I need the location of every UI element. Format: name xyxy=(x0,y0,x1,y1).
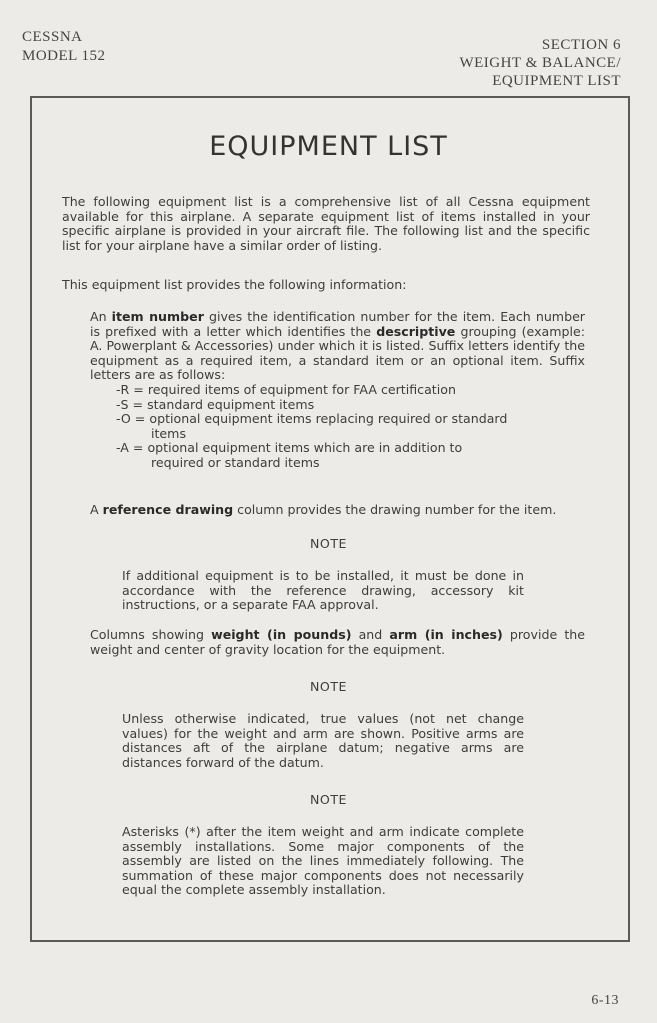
note-body: Asterisks (*) after the item weight and arm indicate complete assembly installations. Some major components of the assembly are listed on the lines immediately following. The summation of these major components does not necessarily equal the complete assembly installation. xyxy=(122,824,524,898)
columns-text-pre: Columns showing xyxy=(90,627,212,642)
suffix-code: -A = xyxy=(116,440,144,456)
columns-text-mid: and xyxy=(351,627,390,642)
suffix-text-continued: required or standard items xyxy=(151,454,320,470)
item-number-term: item number xyxy=(111,309,204,324)
suffix-text-continued: items xyxy=(151,425,187,441)
suffix-text: required items of equipment for FAA certification xyxy=(147,381,456,397)
arm-term: arm (in inches) xyxy=(389,627,503,642)
item-number-text-pre: An xyxy=(90,309,112,324)
intro-paragraph: The following equipment list is a comprehensive list of all Cessna equipment available for this airplane. A separate equipment list of items installed in your specific airplane is provided in your aircraft file. The following list and the specific list for your airplane have a similar order of listing. xyxy=(62,194,590,253)
reference-drawing-term: reference drawing xyxy=(102,502,234,517)
header-section-title-2: EQUIPMENT LIST xyxy=(492,73,621,89)
header-manufacturer: CESSNA xyxy=(22,29,83,45)
suffix-item xyxy=(116,383,585,398)
note-body: If additional equipment is to be installed, it must be done in accordance with the reference drawing, accessory kit instructions, or a separate FAA approval. xyxy=(122,568,524,613)
header-section xyxy=(459,36,621,90)
reference-text-post: column provides the drawing number for the item. xyxy=(233,502,557,517)
suffix-item xyxy=(116,412,585,441)
page-title: EQUIPMENT LIST xyxy=(209,131,448,162)
note-label: NOTE xyxy=(310,792,347,807)
item-number-paragraph xyxy=(90,310,585,471)
suffix-item xyxy=(116,398,585,413)
columns-paragraph xyxy=(90,628,585,657)
provides-paragraph: This equipment list provides the following information: xyxy=(62,277,407,292)
suffix-code: -S = xyxy=(116,396,144,412)
header-model-number: MODEL 152 xyxy=(22,48,106,64)
suffix-code: -R = xyxy=(116,381,144,397)
suffix-text: optional equipment items replacing required or standard xyxy=(149,411,508,427)
suffix-item xyxy=(116,441,585,470)
note-label: NOTE xyxy=(310,679,347,694)
header-section-number: SECTION 6 xyxy=(541,37,621,53)
header-model xyxy=(22,28,106,66)
item-number-text-mid: gives the identification number for the item. Each number is prefixed with a letter which identifies the xyxy=(90,309,585,339)
columns-text-post: provide the weight and center of gravity location for the equipment. xyxy=(90,627,585,657)
suffix-text: standard equipment items xyxy=(147,396,315,412)
page-number: 6-13 xyxy=(591,993,619,1008)
reference-drawing-paragraph xyxy=(90,503,585,518)
suffix-list xyxy=(90,383,585,471)
suffix-text: optional equipment items which are in addition to xyxy=(147,440,463,456)
header-section-title-1: WEIGHT & BALANCE/ xyxy=(459,55,621,71)
note-label: NOTE xyxy=(310,536,347,551)
weight-term: weight (in pounds) xyxy=(211,627,352,642)
suffix-code: -O = xyxy=(116,411,146,427)
note-body: Unless otherwise indicated, true values (not net change values) for the weight and arm are shown. Positive arms are distances aft of the airplane datum; negative arms are distances forward of the datum. xyxy=(122,711,524,770)
descriptive-term: descriptive xyxy=(376,323,456,339)
reference-text-pre: A xyxy=(90,502,103,517)
item-number-text-post: grouping (example: A. Powerplant & Accessories) under which it is listed. Suffix letters identify the equipment as a required item, a standard item or an optional item. Suffix letters are as follows: xyxy=(90,323,586,383)
